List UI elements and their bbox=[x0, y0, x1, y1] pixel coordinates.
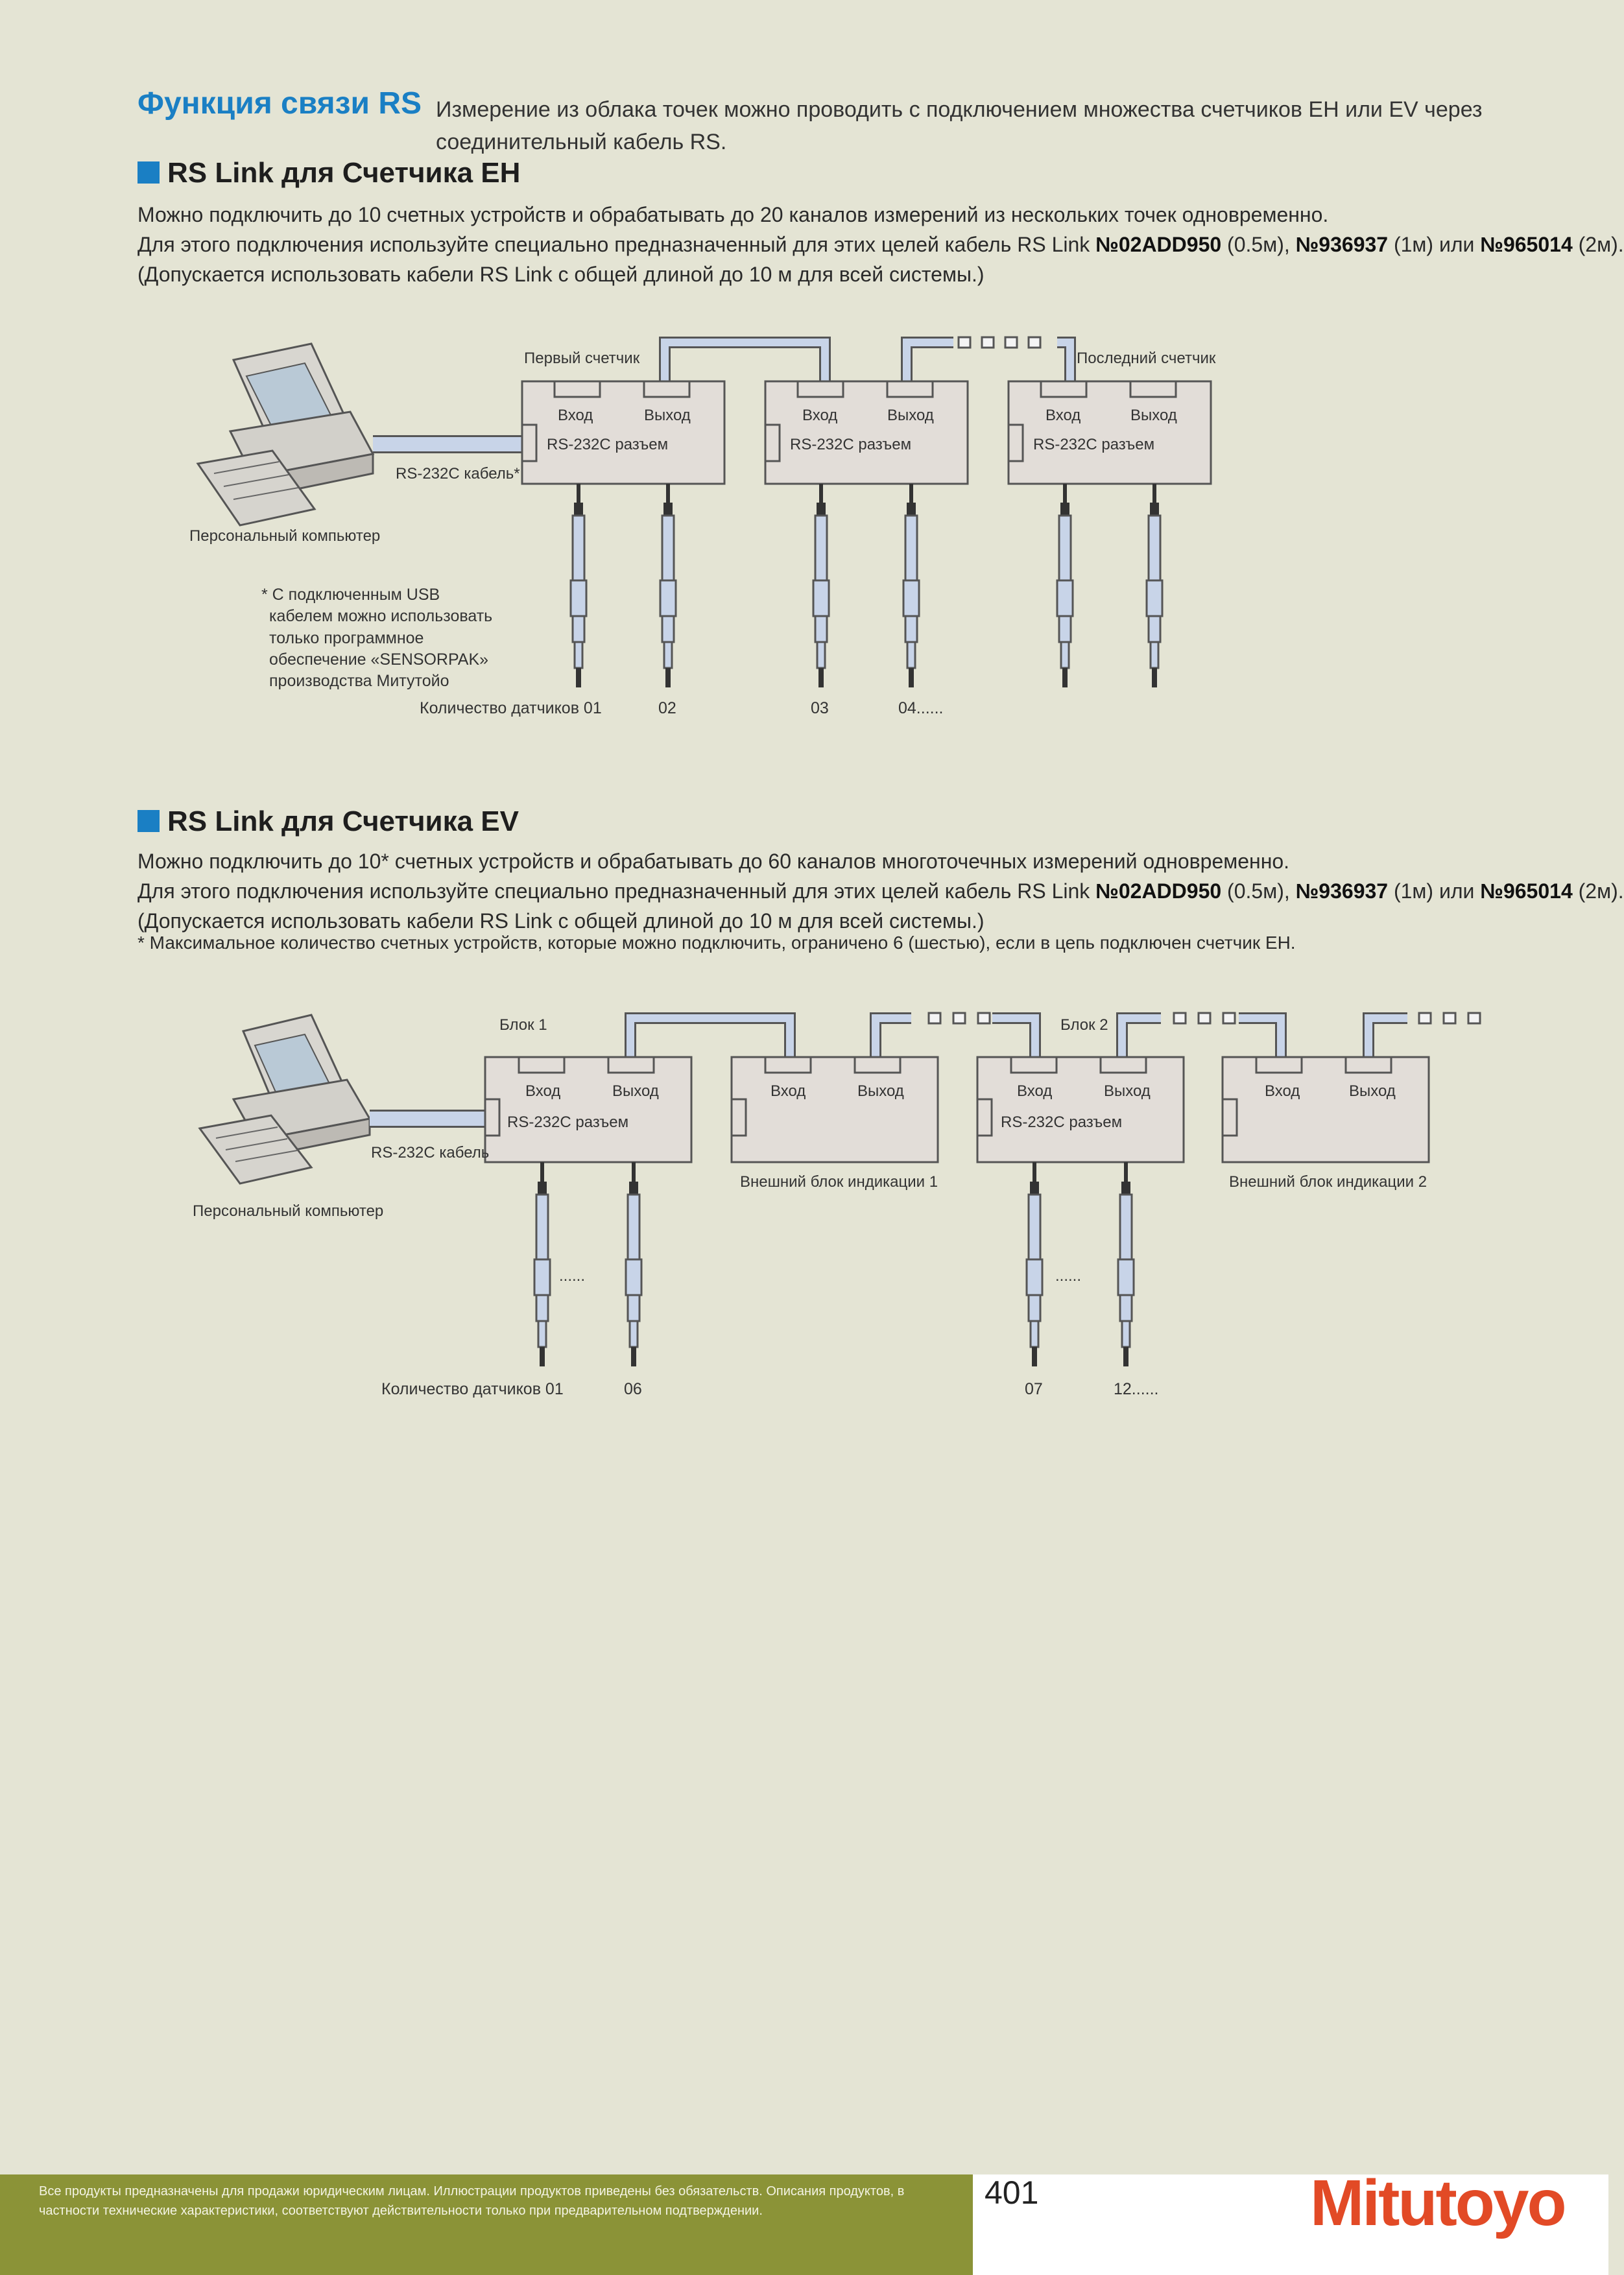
eh-sensor-06 bbox=[1147, 484, 1162, 687]
eh-section-title-text: RS Link для Счетчика EH bbox=[167, 157, 521, 189]
eh-cable-1-len: (0.5м), bbox=[1221, 233, 1296, 256]
ev-ext-display-2 bbox=[1223, 1057, 1429, 1162]
eh-counter-last bbox=[1009, 381, 1211, 484]
input-label: Вход bbox=[525, 1082, 561, 1100]
sensor-12-label: 12...... bbox=[1114, 1380, 1159, 1398]
ev-sensor-01 bbox=[534, 1162, 550, 1366]
eh-counter-2 bbox=[765, 381, 968, 484]
ev-line-3: (Допускается использовать кабели RS Link с общей длиной до 10 м для всей системы.) bbox=[137, 909, 985, 933]
input-label: Вход bbox=[1265, 1082, 1300, 1100]
ev-footnote: * Максимальное количество счетных устройств, которые можно подключить, ограничено 6 (шестью), если в цепь подключен счетчик EH. bbox=[137, 933, 1296, 953]
input-label: Вход bbox=[802, 407, 838, 424]
usb-note-3: только программное bbox=[269, 629, 424, 647]
ev-paragraph bbox=[137, 846, 1624, 936]
eh-counter-1 bbox=[522, 381, 724, 484]
sensor-07-label: 07 bbox=[1025, 1380, 1043, 1398]
eh-pc-icon bbox=[198, 344, 373, 525]
block-2-label: Блок 2 bbox=[1060, 1016, 1108, 1034]
pc-label: Персональный компьютер bbox=[189, 527, 381, 545]
mitutoyo-logo: Mitutoyo bbox=[1310, 2167, 1565, 2239]
ev-line-1: Можно подключить до 10* счетных устройств и обрабатывать до 60 каналов многоточечных измерений одновременно. bbox=[137, 850, 1290, 873]
eh-sensor-04 bbox=[903, 484, 919, 687]
output-label: Выход bbox=[1104, 1082, 1151, 1100]
section-marker bbox=[137, 810, 160, 832]
eh-cable-2-len: (1м) или bbox=[1388, 233, 1481, 256]
output-label: Выход bbox=[857, 1082, 904, 1100]
sensor-06-label: 06 bbox=[624, 1380, 642, 1398]
sensor-count-label: Количество датчиков 01 bbox=[381, 1380, 564, 1398]
usb-note-4: обеспечение «SENSORPAK» bbox=[269, 650, 489, 669]
ev-cable-1: №02ADD950 bbox=[1095, 879, 1222, 903]
output-label: Выход bbox=[887, 407, 934, 424]
block-1-label: Блок 1 bbox=[499, 1016, 547, 1034]
eh-line-1: Можно подключить до 10 счетных устройств и обрабатывать до 20 каналов измерений из нескольких точек одновременно. bbox=[137, 203, 1329, 226]
connector-label: RS-232C разъем bbox=[1001, 1114, 1123, 1131]
ev-unit-2 bbox=[977, 1057, 1184, 1162]
eh-sensor-05 bbox=[1057, 484, 1073, 687]
eh-cable-3: №965014 bbox=[1480, 233, 1573, 256]
ev-line-2 bbox=[137, 876, 1624, 906]
ev-cable-3-len: (2м). bbox=[1572, 879, 1624, 903]
pc-label: Персональный компьютер bbox=[193, 1202, 384, 1220]
intro-text: Измерение из облака точек можно проводить с подключением множества счетчиков EH или EV через соединительный кабель RS. bbox=[436, 97, 1483, 154]
ev-cable-2-len: (1м) или bbox=[1388, 879, 1481, 903]
sensor-02-label: 02 bbox=[658, 699, 676, 717]
ev-ext-display-1 bbox=[732, 1057, 938, 1162]
connector-label: RS-232C разъем bbox=[1033, 436, 1155, 453]
sensor-count-label: Количество датчиков 01 bbox=[420, 699, 602, 717]
ev-sensor-12 bbox=[1118, 1162, 1134, 1366]
ellipsis-label: ...... bbox=[559, 1267, 586, 1285]
page-title: Функция связи RS bbox=[137, 86, 422, 121]
ev-section-title bbox=[137, 805, 519, 838]
output-label: Выход bbox=[1130, 407, 1177, 424]
ev-unit-1 bbox=[485, 1057, 691, 1162]
page-number: 401 bbox=[985, 2174, 1039, 2211]
sensor-04-label: 04...... bbox=[898, 699, 944, 717]
eh-sensor-02 bbox=[660, 484, 676, 687]
ev-cable-3: №965014 bbox=[1480, 879, 1573, 903]
connector-label: RS-232C разъем bbox=[547, 436, 669, 453]
usb-note-2: кабелем можно использовать bbox=[269, 607, 493, 625]
output-label: Выход bbox=[1349, 1082, 1396, 1100]
input-label: Вход bbox=[1017, 1082, 1053, 1100]
ev-cable-1-len: (0.5м), bbox=[1221, 879, 1296, 903]
ev-cable-2: №936937 bbox=[1295, 879, 1389, 903]
ellipsis-label: ...... bbox=[1055, 1267, 1082, 1285]
eh-cable-1: №02ADD950 bbox=[1095, 233, 1222, 256]
footer-disclaimer: Все продукты предназначены для продажи юридическим лицам. Иллюстрации продуктов приведены без обязательств. Описания продуктов, в частности технические характеристики, соответствуют действительности только при предварительном подтверждении. bbox=[39, 2184, 905, 2218]
ev-sensor-06 bbox=[626, 1162, 641, 1366]
ev-section-title-text: RS Link для Счетчика EV bbox=[167, 805, 519, 837]
ext-display-1-label: Внешний блок индикации 1 bbox=[740, 1173, 938, 1191]
eh-cable-3-len: (2м). bbox=[1572, 233, 1624, 256]
ev-diagram bbox=[0, 973, 1608, 1466]
ev-pc-icon bbox=[200, 1015, 370, 1184]
ext-display-2-label: Внешний блок индикации 2 bbox=[1229, 1173, 1427, 1191]
sensor-03-label: 03 bbox=[811, 699, 829, 717]
eh-line-2-prefix: Для этого подключения используйте специально предназначенный для этих целей кабель RS Link bbox=[137, 233, 1096, 256]
eh-sensor-03 bbox=[813, 484, 829, 687]
rs232c-cable-label: RS-232C кабель bbox=[371, 1144, 490, 1161]
first-counter-label: Первый счетчик bbox=[524, 350, 640, 367]
eh-cable-2: №936937 bbox=[1295, 233, 1389, 256]
input-label: Вход bbox=[1045, 407, 1081, 424]
connector-label: RS-232C разъем bbox=[790, 436, 912, 453]
eh-diagram bbox=[0, 0, 1608, 778]
eh-line-3: (Допускается использовать кабели RS Link с общей длиной до 10 м для всей системы.) bbox=[137, 263, 985, 286]
eh-sensor-01 bbox=[571, 484, 586, 687]
input-label: Вход bbox=[770, 1082, 806, 1100]
output-label: Выход bbox=[612, 1082, 659, 1100]
usb-note-1: * С подключенным USB bbox=[261, 586, 440, 604]
input-label: Вход bbox=[558, 407, 593, 424]
rs232c-cable-label: RS-232C кабель* bbox=[396, 465, 520, 482]
ev-sensor-07 bbox=[1027, 1162, 1042, 1366]
ev-line-2-prefix: Для этого подключения используйте специально предназначенный для этих целей кабель RS Link bbox=[137, 879, 1096, 903]
connector-label: RS-232C разъем bbox=[507, 1114, 629, 1131]
usb-note-5: производства Митутойо bbox=[269, 672, 449, 690]
output-label: Выход bbox=[644, 407, 691, 424]
last-counter-label: Последний счетчик bbox=[1077, 350, 1216, 367]
